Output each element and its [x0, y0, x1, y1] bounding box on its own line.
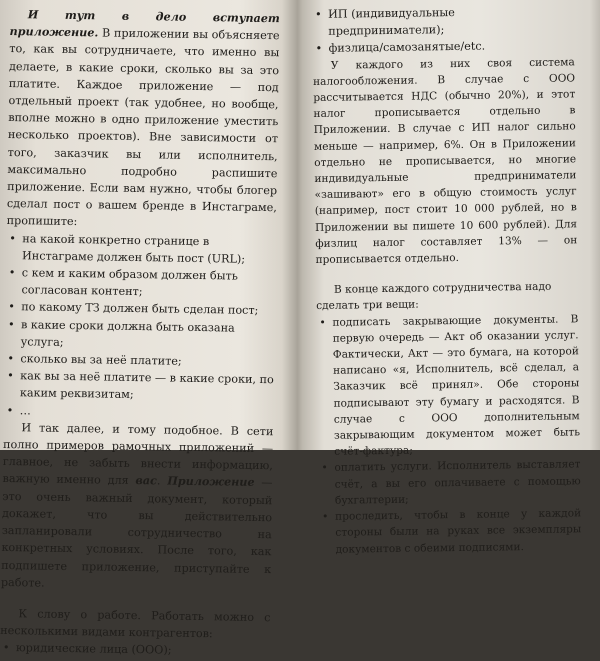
right-page	[302, 0, 600, 556]
left-paragraph-2-term: Приложение	[167, 474, 255, 490]
left-paragraph-2-a: И так далее, и тому подобное. В сети полно примеров рамочных приложений — главное, не забыть внести информацию, важную именно для	[2, 421, 274, 488]
list-item: • физлица/самозанятые/etc.	[312, 37, 574, 58]
right-paragraph-1: У каждого из них своя система налогообложения. В случае с ООО рассчитывается НДС (обычно 20%), и этот налог прописывается отдельно в Приложении. В случае с ИП налог сильно меньше — например, 6%. Он в Приложении отдельно не прописывается, но многие индивидуальные предприниматели «зашивают» его в общую стоимость услуг (например, пост стоит 10 000 рублей, но в Приложении вы пишете 10 600 рублей). Для физлиц налог составляет 13% — он прописывается отдельно.	[312, 55, 578, 267]
list-item: • подписать закрывающие документы. В первую очередь — Акт об оказании услуг. Фактически, Акт — это бумага, на которой написано «я, Исполнитель, всё сделал, а Заказчик всё принял». Обе стороны подписывают эту бумагу и расходятся. В случае с ООО дополнительным закрывающим документом может быть счёт-фактура;	[316, 311, 580, 460]
list-item: • как вы за неё платите — в какие сроки, по каким реквизитам;	[4, 367, 275, 406]
list-item: • в какие сроки должна быть оказана услуга;	[5, 316, 276, 355]
list-item: • оплатить услуги. Исполнитель выставляет счёт, а вы его оплачиваете с помощью бухгалтерии;	[318, 457, 581, 509]
list-item: • проследить, чтобы в конце у каждой стороны были на руках все экземпляры документов с обеими подписями.	[319, 505, 582, 557]
left-paragraph-1-lead: И тут в дело вступает приложение.	[9, 7, 280, 40]
right-paragraph-2: В конце каждого сотрудничества надо сделать три вещи:	[316, 280, 552, 313]
left-bullet-list-bottom	[0, 639, 270, 660]
list-item: • …	[4, 402, 274, 423]
list-item: • ИП (индивидуальные предприниматели);	[312, 2, 574, 40]
left-paragraph-2-c: — это очень важный документ, который докажет, что вы действительно запланировали сотрудничество на конкретных условиях. После того, как подпишете приложение, приступайте к работе.	[0, 476, 273, 590]
list-item: • на какой конкретно странице в Инстаграме должен быть пост (URL);	[6, 230, 277, 269]
left-paragraph-3: К слову о работе. Работать можно с несколькими видами контрагентов:	[0, 607, 271, 641]
page-edge-shadow	[590, 0, 600, 450]
list-item: • юридические лица (ООО);	[0, 639, 270, 660]
right-page-text	[312, 2, 582, 557]
left-paragraph-1-body: В приложении вы объясняете то, как вы сотрудничаете, что именно вы делаете, в какие сроки, сколько вы за это платите. Каждое приложение — под отдельный проект (так удобнее, но вообще, вполне можно в одно приложение уместить несколько проектов). Вне зависимости от того, заказчик вы или исполнитель, максимально подробно распишите приложение. Если вам нужно, чтобы блогер сделал пост о вашем бренде в Инстаграме, пропишите:	[6, 26, 280, 229]
left-paragraph-1	[6, 6, 279, 234]
right-bullet-list	[316, 311, 581, 558]
left-paragraph-2-emphasis: вас	[135, 473, 157, 488]
right-bullet-list-top	[312, 2, 575, 57]
left-paragraph-2	[1, 419, 274, 595]
left-paragraph-2-b: .	[156, 474, 168, 489]
left-bullet-list	[4, 230, 277, 423]
list-item: • с кем и каким образом должен быть согласован контент;	[5, 264, 276, 303]
list-item: • сколько вы за неё платите;	[4, 350, 274, 371]
left-page-text	[0, 6, 280, 661]
left-page	[0, 0, 292, 657]
list-item: • по какому ТЗ должен быть сделан пост;	[5, 298, 275, 319]
